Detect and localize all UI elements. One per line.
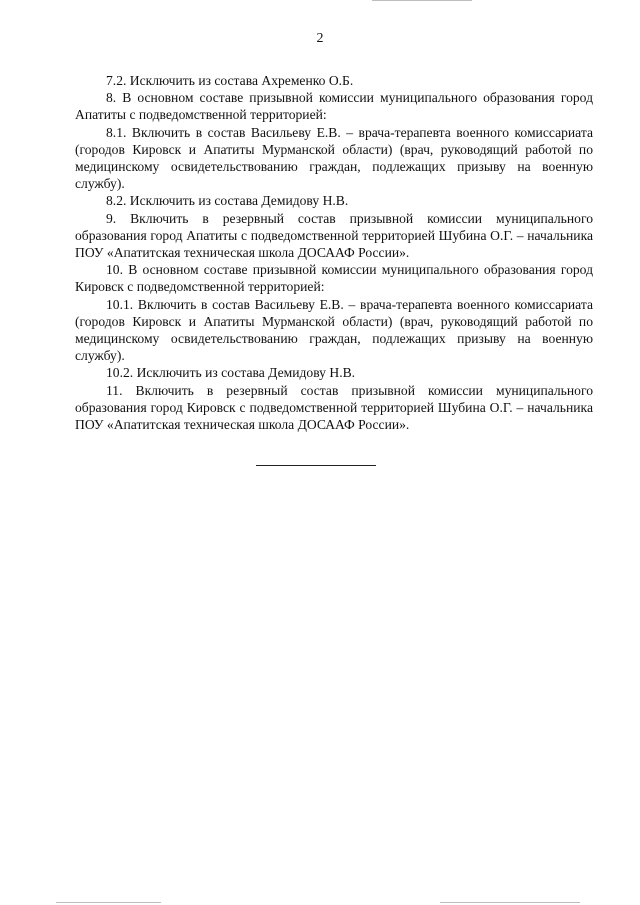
document-body — [75, 72, 593, 433]
paragraph-7-2: 7.2. Исключить из состава Ахременко О.Б. — [106, 73, 354, 88]
paragraph-8-1: 8.1. Включить в состав Васильеву Е.В. – врача-терапевта военного комиссариата (городов Кировск и Апатиты Мурманской области) (врач, руководящий работой по медицинскому освидетельствованию граждан, подлежащих призыву на военную службу). — [75, 124, 593, 192]
paragraph-10-1: 10.1. Включить в состав Васильеву Е.В. – врача-терапевта военного комиссариата (городов Кировск и Апатиты Мурманской области) (врач, руководящий работой по медицинскому освидетельствованию граждан, подлежащих призыву на военную службу). — [75, 296, 593, 364]
paragraph-8: 8. В основном составе призывной комиссии муниципального образования город Апатиты с подведомственной территорией: — [75, 90, 593, 123]
paragraph-10: 10. В основном составе призывной комиссии муниципального образования город Кировск с подведомственной территорией: — [75, 262, 593, 295]
scan-mark-top — [372, 0, 472, 1]
scan-mark-bottom-right — [440, 902, 580, 903]
paragraph-9: 9. Включить в резервный состав призывной комиссии муниципального образования город Апатиты с подведомственной территорией Шубина О.Г. – начальника ПОУ «Апатитская техническая школа ДОСААФ России». — [75, 210, 593, 261]
paragraph-10-2: 10.2. Исключить из состава Демидову Н.В. — [106, 365, 356, 381]
page-number: 2 — [316, 31, 324, 46]
paragraph-8-2: 8.2. Исключить из состава Демидову Н.В. — [106, 193, 349, 209]
end-separator-line — [256, 465, 376, 466]
scan-mark-bottom — [56, 902, 161, 903]
paragraph-11: 11. Включить в резервный состав призывной комиссии муниципального образования город Кировск с подведомственной территорией Шубина О.Г. – начальника ПОУ «Апатитская техническая школа ДОСААФ России». — [75, 382, 593, 433]
